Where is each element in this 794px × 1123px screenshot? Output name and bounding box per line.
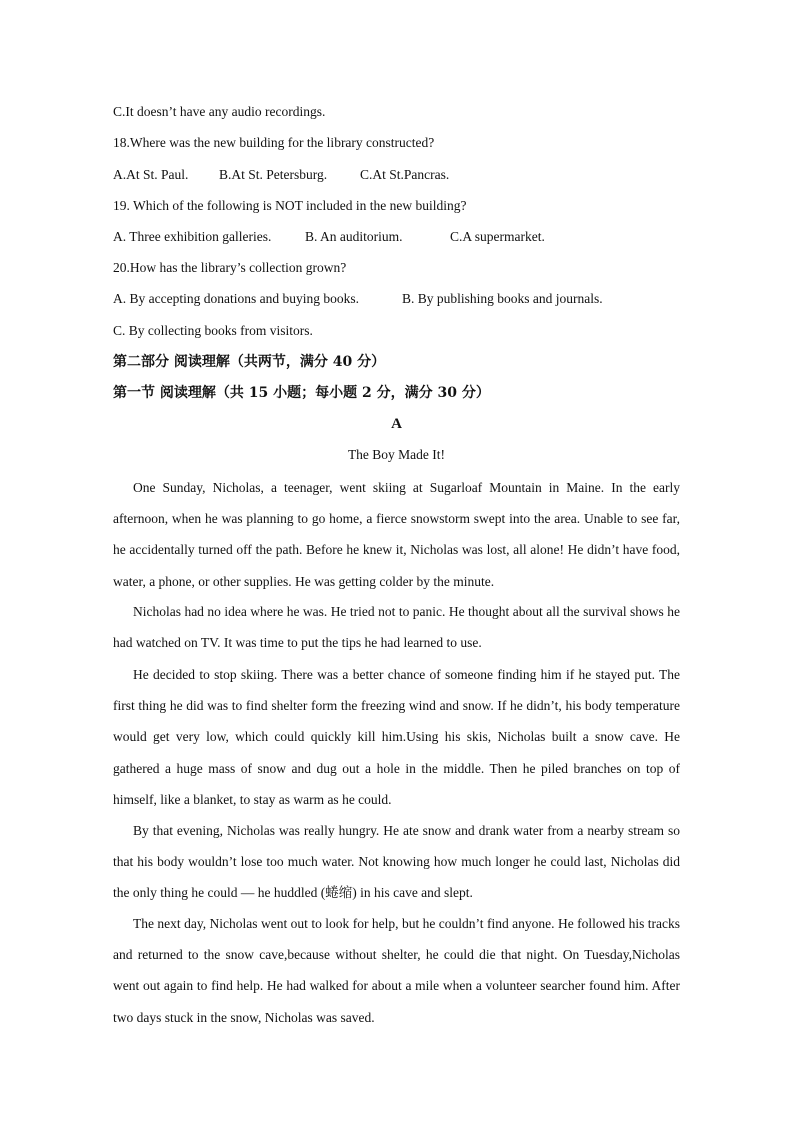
q18-option-c: C.At St.Pancras. <box>360 167 450 182</box>
q18-question: 18.Where was the new building for the library constructed? <box>113 135 435 150</box>
q17-option-c: C.It doesn’t have any audio recordings. <box>113 104 326 119</box>
passage-paragraph: He decided to stop skiing. There was a better chance of someone finding him if he stayed put. The first thing he did was to find shelter form the freezing wind and snow. If he didn’t, his body temperature would get very low, which could quickly kill him.Using his skis, Nicholas built a snow cave. He gathered a huge mass of snow and dug out a hole in the middle. Then he piled branches on top of himself, like a blanket, to stay as warm as he could. <box>113 667 680 807</box>
passage-paragraph: One Sunday, Nicholas, a teenager, went skiing at Sugarloaf Mountain in Maine. In the early afternoon, when he was planning to go home, a fierce snowstorm swept into the area. Unable to see far, he accidentally turned off the path. Before he knew it, Nicholas was lost, all alone! He didn’t have food, water, a phone, or other supplies. He was getting colder by the minute. <box>113 480 680 589</box>
passage-paragraph: By that evening, Nicholas was really hungry. He ate snow and drank water from a nearby stream so that his body wouldn’t lose too much water. Not knowing how much longer he could last, Nicholas did the only thing he could — he huddled (蜷缩) in his cave and slept. <box>113 823 680 901</box>
part2-heading: 第二部分 阅读理解（共两节，满分 40 分） <box>113 354 386 370</box>
q19-option-c: C.A supermarket. <box>450 229 545 244</box>
passage-title: The Boy Made It! <box>347 447 446 462</box>
section1-heading: 第一节 阅读理解（共 15 小题；每小题 2 分，满分 30 分） <box>113 385 490 401</box>
q20-question: 20.How has the library’s collection grown? <box>113 260 347 275</box>
passage-paragraph: Nicholas had no idea where he was. He tried not to panic. He thought about all the survival shows he had watched on TV. It was time to put the tips he had learned to use. <box>113 604 680 651</box>
q20-option-a: A. By accepting donations and buying books. <box>113 291 359 306</box>
passage-label: A <box>391 416 402 432</box>
q19-question: 19. Which of the following is NOT included in the new building? <box>113 198 467 213</box>
q19-option-b: B. An auditorium. <box>305 229 403 244</box>
q19-option-a: A. Three exhibition galleries. <box>113 229 272 244</box>
q20-option-b: B. By publishing books and journals. <box>402 291 603 306</box>
q18-option-b: B.At St. Petersburg. <box>219 167 328 182</box>
passage-paragraph: The next day, Nicholas went out to look for help, but he couldn’t find anyone. He followed his tracks and returned to the snow cave,because without shelter, he could die that night. On Tuesday,Nicholas went out again to find help. He had walked for about a mile when a volunteer searcher found him. After two days stuck in the snow, Nicholas was saved. <box>113 916 680 1025</box>
q20-option-c: C. By collecting books from visitors. <box>113 323 313 338</box>
q18-option-a: A.At St. Paul. <box>113 167 189 182</box>
